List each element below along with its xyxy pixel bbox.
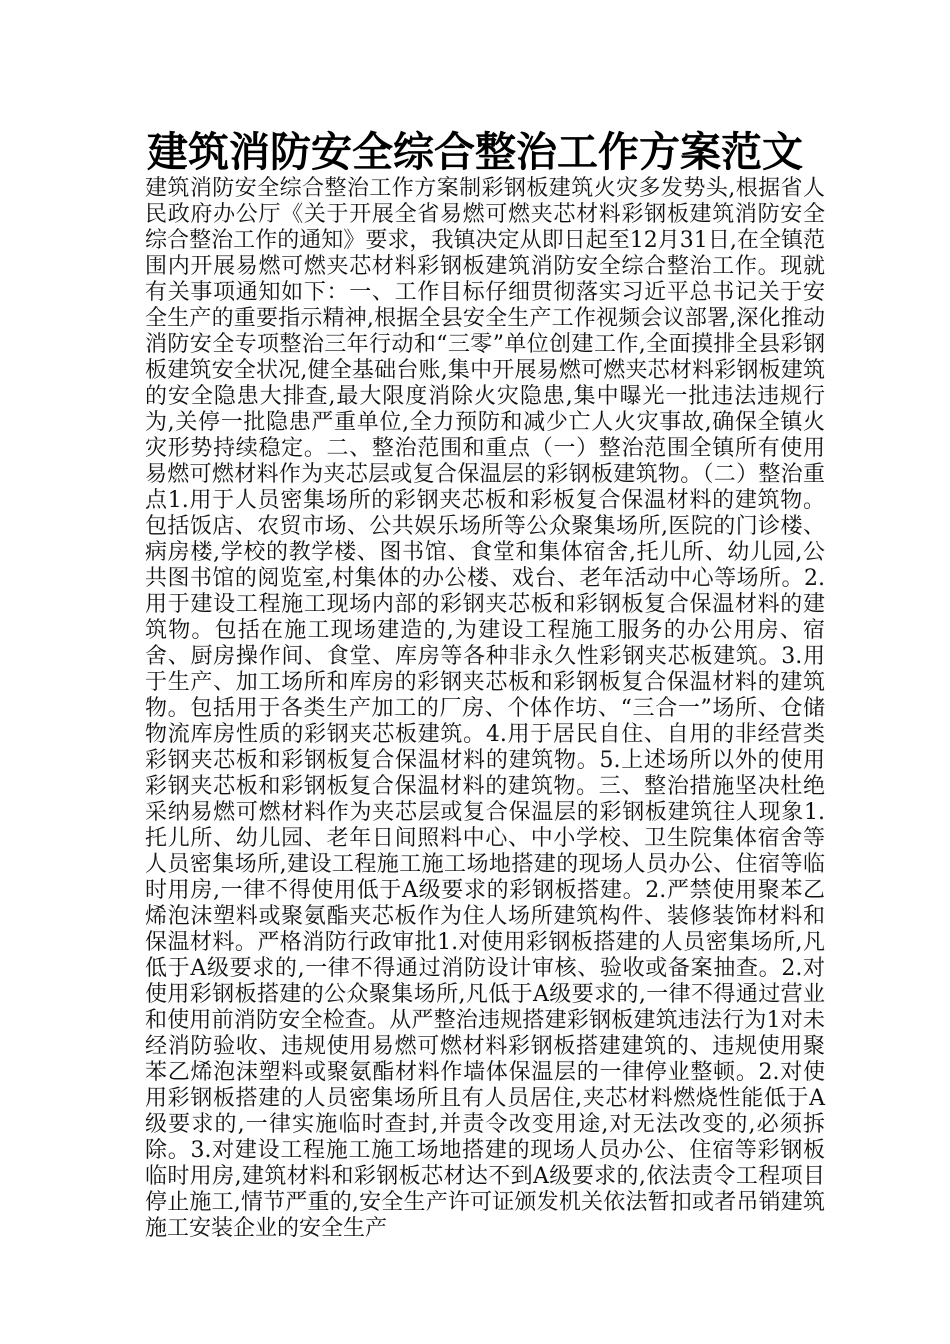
document-body: 建筑消防安全综合整治工作方案制彩钢板建筑火灾多发势头,根据省人民政府办公厅《关于开展全省易燃可燃夹芯材料彩钢板建筑消防安全综合整治工作的通知》要求，我镇决定从即日起至12月31日,在全镇范围内开展易燃可燃夹芯材料彩钢板建筑消防安全综合整治工作。现就有关事项通知如下：一、工作目标仔细贯彻落实习近平总书记关于安全生产的重要指示精神,根据全县安全生产工作视频会议部署,深化推动消防安全专项整治三年行动和“三零”单位创建工作,全面摸排全县彩钢板建筑安全状况,健全基础台账,集中开展易燃可燃夹芯材料彩钢板建筑的安全隐患大排查,最大限度消除火灾隐患,集中曝光一批违法违规行为,关停一批隐患严重单位,全力预防和减少亡人火灾事故,确保全镇火灾形势持续稳定。二、整治范围和重点（一）整治范围全镇所有使用易燃可燃材料作为夹芯层或复合保温层的彩钢板建筑物。（二）整治重点1.用于人员密集场所的彩钢夹芯板和彩板复合保温材料的建筑物。包括饭店、农贸市场、公共娱乐场所等公众聚集场所,医院的门诊楼、病房楼,学校的教学楼、图书馆、食堂和集体宿舍,托儿所、幼儿园,公共图书馆的阅览室,村集体的办公楼、戏台、老年活动中心等场所。2.用于建设工程施工现场内部的彩钢夹芯板和彩钢板复合保温材料的建筑物。包括在施工现场建造的,为建设工程施工服务的办公用房、宿舍、厨房操作间、食堂、库房等各种非永久性彩钢夹芯板建筑。3.用于生产、加工场所和库房的彩钢夹芯板和彩钢板复合保温材料的建筑物。包括用于各类生产加工的厂房、个体作坊、“三合一”场所、仓储物流库房性质的彩钢夹芯板建筑。4.用于居民自住、自用的非经营类彩钢夹芯板和彩钢板复合保温材料的建筑物。5.上述场所以外的使用彩钢夹芯板和彩钢板复合保温材料的建筑物。三、整治措施坚决杜绝采纳易燃可燃材料作为夹芯层或复合保温层的彩钢板建筑往人现象1.托儿所、幼儿园、老年日间照料中心、中小学校、卫生院集体宿舍等人员密集场所,建设工程施工施工场地搭建的现场人员办公、住宿等临时用房,一律不得使用低于A级要求的彩钢板搭建。2.严禁使用聚苯乙烯泡沫塑料或聚氨酯夹芯板作为住人场所建筑构件、装修装饰材料和保温材料。严格消防行政审批1.对使用彩钢板搭建的人员密集场所,凡低于A级要求的,一律不得通过消防设计审核、验收或备案抽查。2.对使用彩钢板搭建的公众聚集场所,凡低于A级要求的,一律不得通过营业和使用前消防安全检查。从严整治违规搭建彩钢板建筑违法行为1对未经消防验收、违规使用易燃可燃材料彩钢板搭建建筑的、违规使用聚苯乙烯泡沫塑料或聚氨酯材料作墙体保温层的一律停业整顿。2.对使用彩钢板搭建的人员密集场所且有人员居住,夹芯材料燃烧性能低于A级要求的,一律实施临时查封,并责令改变用途,对无法改变的,必须拆除。3.对建设工程施工施工场地搭建的现场人员办公、住宿等彩钢板临时用房,建筑材料和彩钢板芯材达不到A级要求的,依法责令工程项目停止施工,情节严重的,安全生产许可证颁发机关依法暂扣或者吊销建筑施工安装企业的安全生产 bbox=[145, 176, 825, 1241]
document-title: 建筑消防安全综合整治工作方案范文 bbox=[147, 128, 803, 176]
